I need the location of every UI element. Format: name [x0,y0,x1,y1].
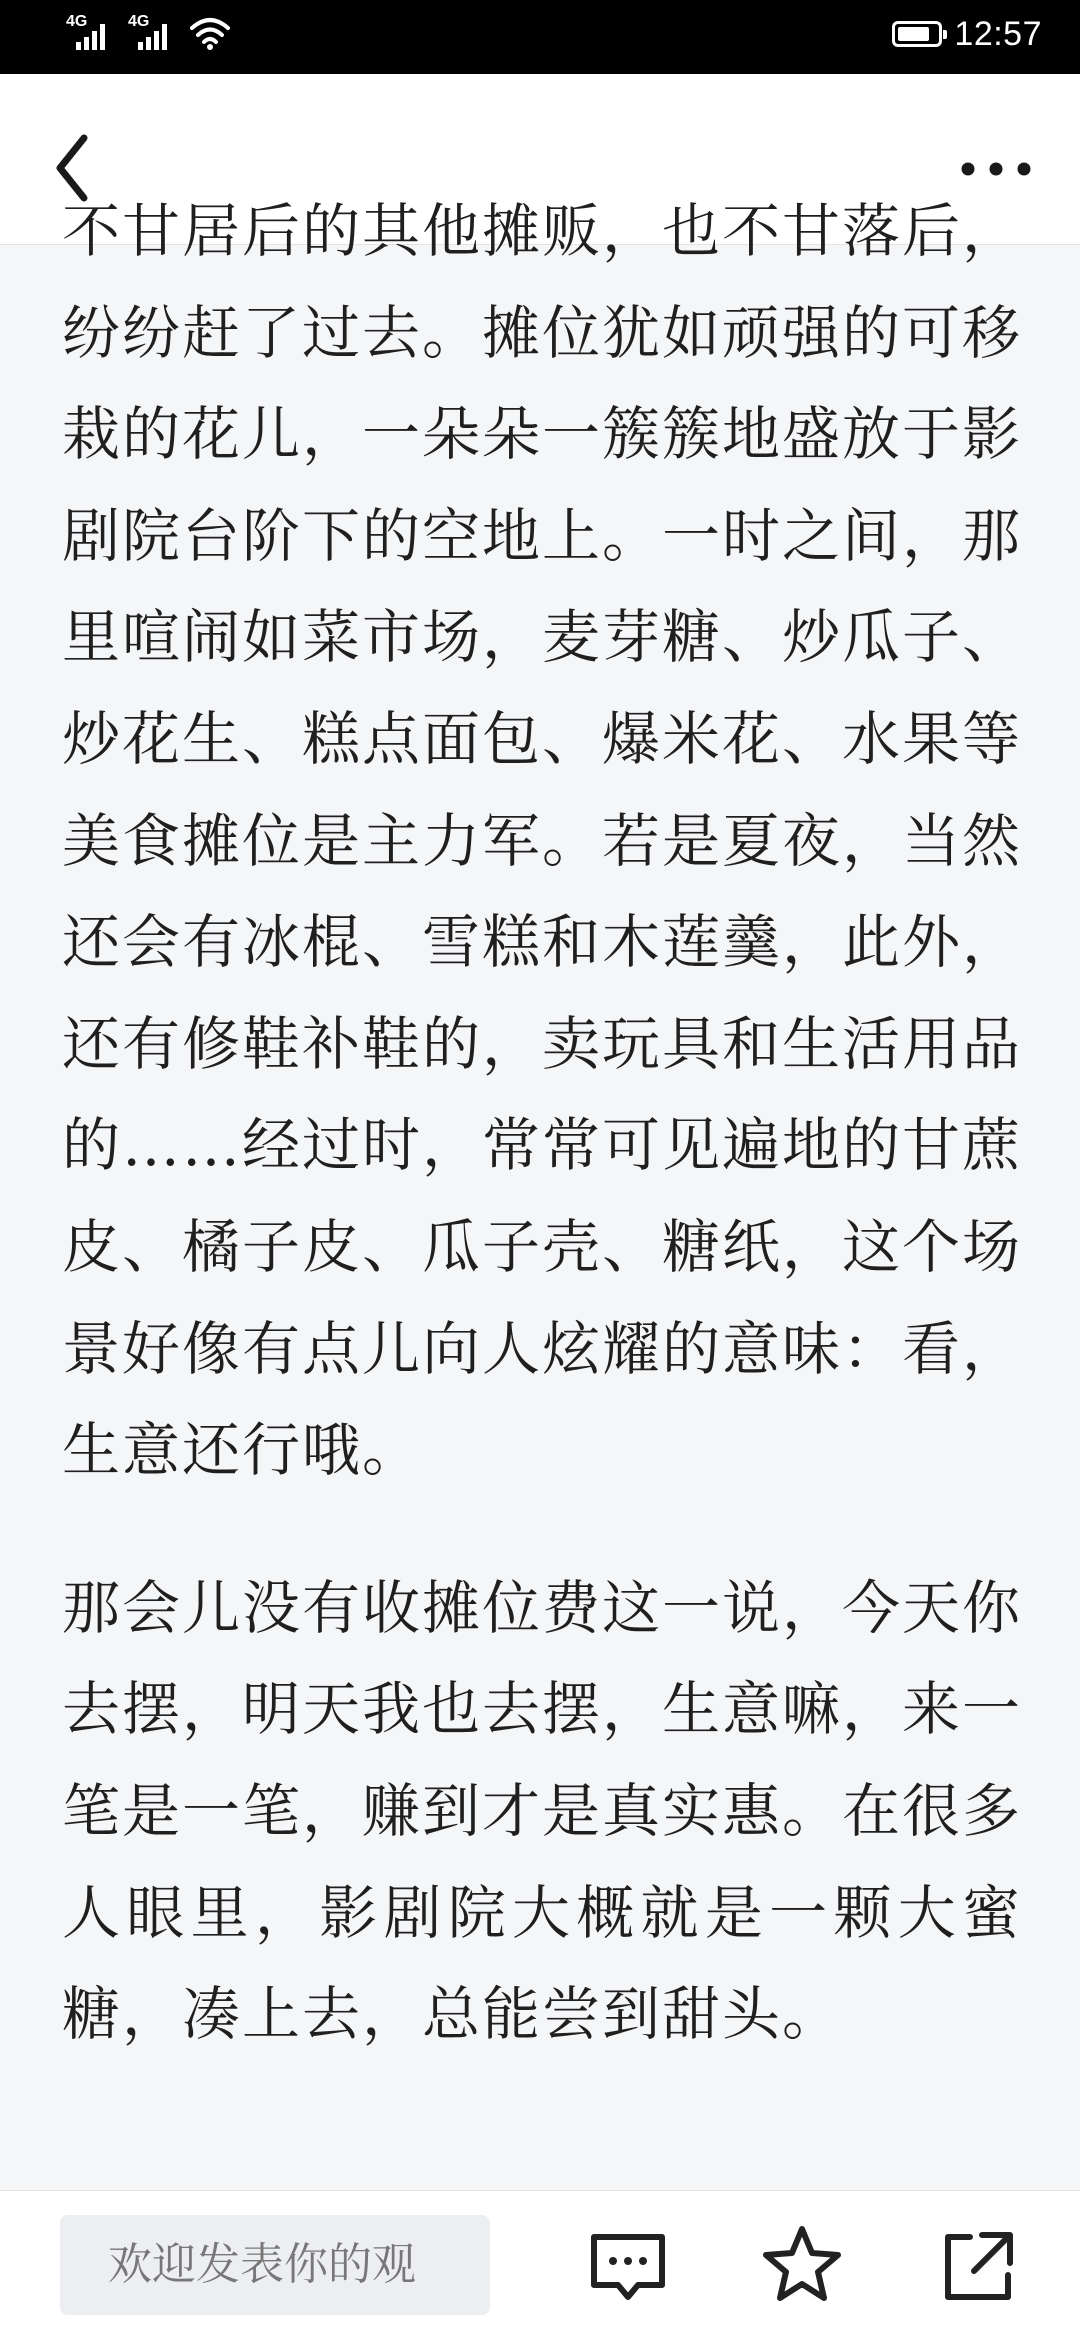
article-paragraph: 那会儿没有收摊位费这一说，今天你去摆，明天我也去摆，生意嘛，来一笔是一笔，赚到才是真实惠。在很多人眼里，影剧院大概就是一颗大蜜糖，凑上去，总能尝到甜头。 [62,1573,1023,2049]
network-type-1: 4G [66,13,88,30]
network-type-2: 4G [128,13,150,30]
star-icon[interactable] [754,2217,850,2313]
comment-icon[interactable] [580,2217,676,2313]
comment-input[interactable]: 欢迎发表你的观 [60,2215,490,2315]
status-left [66,14,230,50]
wifi-icon [190,16,230,50]
article-content[interactable] [0,197,1080,2190]
bottom-action-bar [0,2190,1080,2341]
status-bar [0,0,1080,74]
article-paragraph: 不甘居后的其他摊贩，也不甘落后，纷纷赶了过去。摊位犹如顽强的可移栽的花儿，一朵朵一簇簇地盛放于影剧院台阶下的空地上。一时之间，那里喧闹如菜市场，麦芽糖、炒瓜子、炒花生、糕点面包、爆米花、水果等美食摊位是主力军。若是夏夜，当然还会有冰棍、雪糕和木莲羹，此外，还有修鞋补鞋的，卖玩具和生活用品的……经过时，常常可见遍地的甘蔗皮、橘子皮、瓜子壳、糖纸，这个场景好像有点儿向人炫耀的意味：看，生意还行哦。 [62,197,1023,1485]
battery-icon [892,21,942,47]
signal-2-icon [128,14,172,50]
clock: 12:57 [954,15,1042,53]
status-right [892,14,1042,54]
share-icon[interactable] [930,2217,1026,2313]
signal-1-icon [66,14,110,50]
battery-level [898,27,928,41]
article-body [62,181,1022,2066]
